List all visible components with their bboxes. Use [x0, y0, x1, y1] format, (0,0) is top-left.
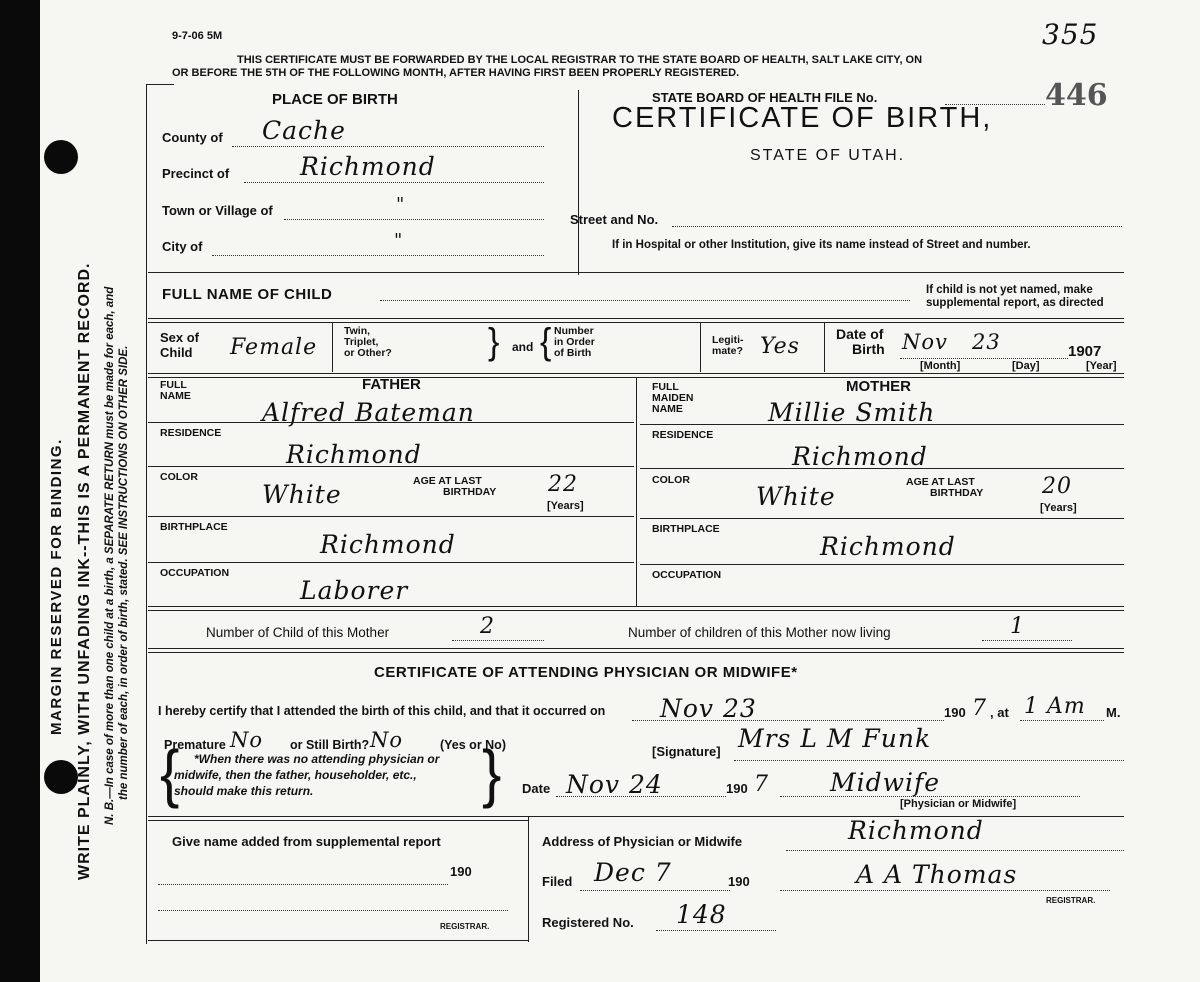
place-divider [578, 90, 579, 275]
precinct-label: Precinct of [162, 166, 230, 181]
county-label: County of [162, 130, 223, 145]
mother-heading: MOTHER [846, 378, 911, 395]
supplemental-registrar: REGISTRAR. [440, 922, 490, 931]
premature-value: No [230, 728, 264, 752]
living-label: Number of children of this Mother now living [628, 625, 891, 640]
birth-certificate: MARGIN RESERVED FOR BINDING. WRITE PLAINLY, WITH UNFADING INK--THIS IS A PERMANENT RECORD. N. B.—In case of more than one child at a birth, a SEPARATE RETURN must be made for each, and the number of each, in order of birth, stated. SEE INSTRUCTIONS ON OTHER SIDE. 9-7-06 5M 355 THIS CERTIFICATE MUST BE FORWARDED BY THE LOCAL REGISTRAR TO THE STATE BOARD OF HEALTH, SALT LAKE CITY, ON OR BEFORE THE 5TH OF THE FOLLOWING MONTH, AFTER HAVING FIRST BEEN PROPERLY REGISTERED. PLACE OF BIRTH STATE BOARD OF HEALTH FILE No. 446 CERTIFICATE OF BIRTH, STATE OF UTAH. County of Cache Precinct of Richmond Town or Village of " City of " Street and No. If in Hospital or other Institution, give its name instead of Street and number. FULL NAME OF CHILD If child is not yet named, make supplemental report, as directed Sex of Child Female Twin, Triplet, or Other? } and { Number in Order of Birth Legiti- mate? Yes Date of Birth Nov 23 1907 [Month] [Day] [Year] FULL NAME FATHER Alfred Bateman RESIDENCE Richmond COLOR White AGE AT LAST BIRTHDAY 22 [Years] BIRTHPLACE Richmond OCCUPATION Laborer FULL MAIDEN NAME MOTHER Millie Smith RESIDENCE Richmond COLOR White AGE AT LAST BIRTHDAY 20 [Years] BIRTHPLACE Richmond OCCUPATION Number of Child of this Mother 2 Number of children of this Mother now living 1 CERTIFICATE OF ATTENDING PHYSICIAN OR MIDWIFE* I hereby certify that I attended the birth of this child, and that it occurred on Nov 23 190 7 , at 1 Am M. Premature No or Still Birth? No (Yes or No) { *When there was no attending physician or midwife, then the father, householder, etc., should make this return. } [Signature] Mrs L M Funk Date Nov 24 190 7 Midwife [Physician or Midwife] Give name added from supplemental report 190 REGISTRAR. Address of Physician or Midwife Richmond Filed Dec 7 190 A A Thomas REGISTRAR. Registered No. 148 [0, 0, 1200, 982]
margin-note-2: the number of each, in order of birth, stated. SEE INSTRUCTIONS ON OTHER SIDE. [118, 345, 130, 800]
sex-label: Sex of Child [160, 330, 200, 360]
mother-name: Millie Smith [768, 398, 936, 427]
lower-divider [528, 816, 529, 942]
mother-age: 20 [1042, 474, 1072, 499]
margin-note-1: N. B.—In case of more than one child at a birth, a SEPARATE RETURN must be made for each, and [104, 286, 116, 825]
precinct-value: Richmond [300, 152, 436, 181]
at-label: , at [990, 705, 1009, 720]
certificate-date: Nov 24 [566, 770, 663, 799]
physician-address: Richmond [848, 816, 984, 845]
address-label: Address of Physician or Midwife [542, 834, 743, 849]
and-label: and [512, 340, 534, 354]
date-label: Date [522, 781, 551, 796]
street-label: Street and No. [570, 212, 659, 227]
filed-year: 190 [728, 874, 750, 889]
time-suffix: M. [1106, 705, 1121, 720]
file-label: STATE BOARD OF HEALTH FILE No. [652, 90, 878, 105]
parents-divider [636, 377, 637, 606]
registrar-caption: REGISTRAR. [1046, 896, 1096, 905]
father-occupation: Laborer [300, 576, 409, 605]
father-birthplace-label: BIRTHPLACE [160, 521, 228, 533]
dob-month: Nov [902, 330, 948, 354]
filed-label: Filed [542, 874, 573, 889]
county-value: Cache [262, 116, 346, 145]
physician-footnote: *When there was no attending physician or midwife, then the father, householder, etc., should make this return. [174, 752, 440, 798]
year-caption: [Year] [1086, 360, 1117, 372]
role-caption: [Physician or Midwife] [900, 798, 1017, 810]
name-note: If child is not yet named, make supplemental report, as directed [926, 284, 1104, 309]
mother-years-caption: [Years] [1040, 502, 1077, 514]
physician-heading: CERTIFICATE OF ATTENDING PHYSICIAN OR MIDWIFE* [374, 664, 798, 681]
registered-label: Registered No. [542, 915, 634, 930]
margin-binding-text: MARGIN RESERVED FOR BINDING. [48, 438, 65, 735]
mother-age-label: AGE AT LAST BIRTHDAY [906, 476, 984, 499]
twin-label: Twin, Triplet, or Other? [344, 325, 392, 359]
state-label: STATE OF UTAH. [750, 147, 906, 164]
dob-year: 1907 [1068, 343, 1102, 360]
father-age: 22 [548, 472, 578, 497]
hospital-note: If in Hospital or other Institution, give its name instead of Street and number. [612, 239, 1031, 251]
certificate-title: CERTIFICATE OF BIRTH, [612, 102, 993, 134]
form-code: 9-7-06 5M [172, 30, 223, 42]
registrar-signature: A A Thomas [856, 860, 1018, 889]
attendant-role: Midwife [830, 768, 941, 797]
father-residence-label: RESIDENCE [160, 427, 222, 439]
month-caption: [Month] [920, 360, 961, 372]
city-value: " [394, 230, 404, 251]
mother-color: White [756, 482, 836, 511]
occurred-date: Nov 23 [660, 694, 757, 723]
premature-label: Premature [164, 738, 226, 752]
mother-occupation-label: OCCUPATION [652, 569, 722, 581]
punch-hole [44, 140, 78, 174]
father-age-label: AGE AT LAST BIRTHDAY [413, 475, 497, 498]
full-name-label: FULL NAME OF CHILD [162, 286, 333, 303]
instruction-line-2: OR BEFORE THE 5TH OF THE FOLLOWING MONTH, AFTER HAVING FIRST BEEN PROPERLY REGISTERED. [172, 67, 740, 79]
father-heading: FATHER [362, 376, 421, 393]
number-in-order-label: Number in Order of Birth [554, 325, 595, 359]
certify-text: I hereby certify that I attended the birth of this child, and that it occurred on [158, 704, 606, 718]
father-name-label: FULL NAME [160, 379, 191, 402]
instruction-line-1: THIS CERTIFICATE MUST BE FORWARDED BY THE LOCAL REGISTRAR TO THE STATE BOARD OF HEALTH, SALT LAKE CITY, ON [237, 54, 923, 66]
father-years-caption: [Years] [547, 500, 584, 512]
legit-value: Yes [760, 334, 800, 359]
child-number: 2 [480, 614, 495, 639]
father-color: White [262, 480, 342, 509]
father-residence: Richmond [286, 440, 422, 469]
birth-time: 1 Am [1024, 694, 1086, 719]
town-label: Town or Village of [162, 203, 273, 218]
father-name: Alfred Bateman [262, 398, 475, 427]
filed-date: Dec 7 [594, 858, 672, 887]
father-color-label: COLOR [160, 471, 198, 483]
occurred-year-prefix: 190 [944, 705, 966, 720]
stillbirth-label: or Still Birth? [290, 738, 370, 752]
binding-edge [0, 0, 40, 982]
day-caption: [Day] [1012, 360, 1040, 372]
place-of-birth-heading: PLACE OF BIRTH [272, 91, 398, 108]
mother-residence: Richmond [792, 442, 928, 471]
frame-left [146, 84, 147, 944]
city-label: City of [162, 239, 203, 254]
father-birthplace: Richmond [320, 530, 456, 559]
margin-ink-text: WRITE PLAINLY, WITH UNFADING INK--THIS IS A PERMANENT RECORD. [76, 262, 93, 880]
dob-label: Date of Birth [836, 326, 885, 357]
supplemental-year: 190 [450, 864, 472, 879]
sex-value: Female [230, 335, 318, 360]
punch-hole [44, 760, 78, 794]
mother-birthplace: Richmond [820, 532, 956, 561]
living-count: 1 [1010, 614, 1025, 639]
dob-day: 23 [972, 330, 1001, 354]
file-number: 446 [1045, 78, 1108, 113]
father-occupation-label: OCCUPATION [160, 567, 230, 579]
mother-color-label: COLOR [652, 474, 690, 486]
mother-residence-label: RESIDENCE [652, 429, 714, 441]
stillbirth-value: No [370, 728, 404, 752]
signature-label: [Signature] [652, 744, 721, 759]
occurred-year-suffix: 7 [972, 696, 987, 721]
mother-birthplace-label: BIRTHPLACE [652, 523, 720, 535]
mother-name-label: FULL MAIDEN NAME [652, 381, 694, 415]
child-number-label: Number of Child of this Mother [206, 625, 390, 640]
physician-signature: Mrs L M Funk [738, 724, 932, 753]
date-year-suffix: 7 [754, 772, 769, 797]
yes-no-label: (Yes or No) [440, 738, 506, 752]
legit-label: Legiti- mate? [712, 334, 744, 357]
registered-number: 148 [676, 900, 727, 929]
supplemental-heading: Give name added from supplemental report [172, 834, 441, 849]
page-number: 355 [1042, 18, 1099, 51]
frame-top-tick [146, 84, 174, 85]
date-year-prefix: 190 [726, 781, 748, 796]
town-value: " [396, 194, 406, 215]
